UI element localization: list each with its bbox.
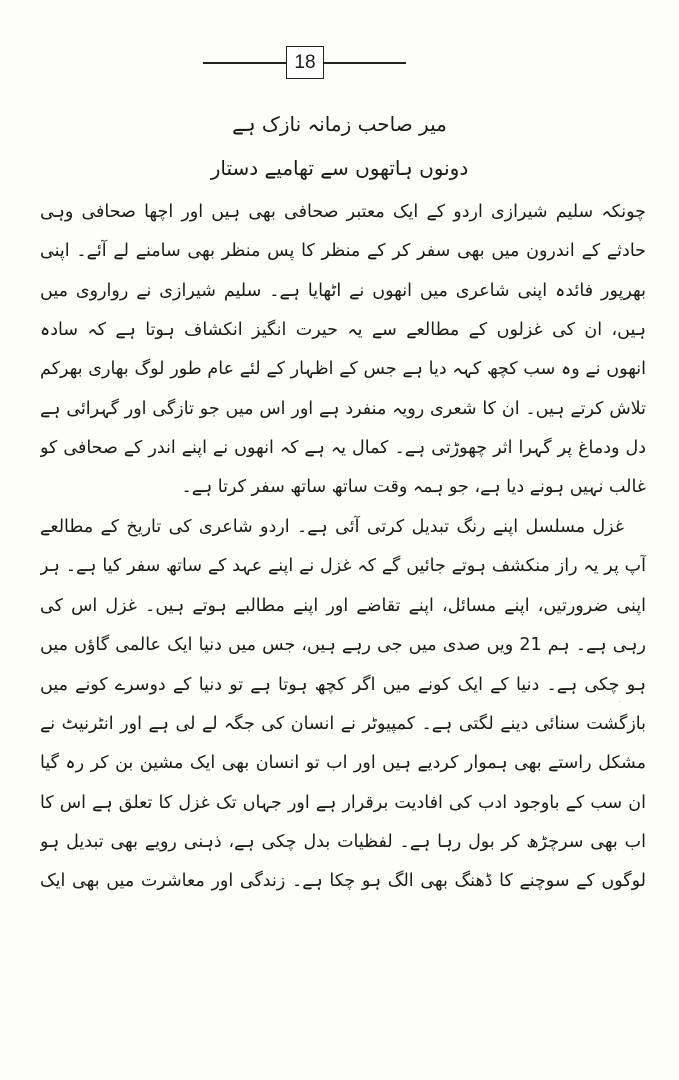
page-number: 18 bbox=[286, 46, 324, 79]
text-line: بھرپور فائدہ اپنی شاعری میں انھوں نے اٹھایا ہے۔ سلیم شیرازی نے رواروی میں bbox=[40, 281, 646, 301]
text-line: ان سب کے باوجود ادب کی افادیت برقرار ہے اور جہاں تک غزل کا تعلق ہے اس کا bbox=[40, 793, 646, 813]
text-line: بازگشت سنائی دینے لگتی ہے۔ کمپیوٹر نے انسان کی جگہ لے لی ہے اور انٹرنیٹ نے bbox=[40, 714, 646, 734]
text-line: ہو چکی ہے۔ دنیا کے ایک کونے میں اگر کچھ ہوتا ہے تو دنیا کے دوسرے کونے میں bbox=[40, 675, 646, 695]
heading-line-2: دونوں ہاتھوں سے تھامیے دستار bbox=[210, 156, 469, 180]
text-line: اب بھی سرچڑھ کر بول رہا ہے۔ لفظیات بدل چکی ہے، ذہنی رویے بھی تبدیل ہو bbox=[40, 832, 646, 852]
text-line: آپ پر یہ راز منکشف ہوتے جائیں گے کہ غزل نے اپنے عہد کے ساتھ سفر کیا ہے۔ ہر bbox=[40, 556, 646, 576]
text-line: ہیں، ان کی غزلوں کے مطالعے سے یہ حیرت انگیز انکشاف ہوتا ہے کہ سادہ bbox=[40, 320, 646, 340]
paragraph-start-line: غزل مسلسل اپنے رنگ تبدیل کرتی آئی ہے۔ اردو شاعری کی تاریخ کے مطالعے bbox=[40, 517, 624, 537]
page-number-rule-right bbox=[322, 62, 406, 64]
heading-line-1: میر صاحب زمانہ نازک ہے bbox=[232, 112, 447, 136]
page-number-rule-left bbox=[203, 62, 287, 64]
text-line: تلاش کرتے ہیں۔ ان کا شعری رویہ منفرد ہے اور اس میں جو تازگی اور گہرائی ہے bbox=[40, 399, 646, 419]
text-line: دل ودماغ پر گہرا اثر چھوڑتی ہے۔ کمال یہ ہے کہ انھوں نے اپنے اندر کے صحافی کو bbox=[40, 438, 646, 458]
text-line: اپنی ضرورتیں، اپنے مسائل، اپنے تقاضے اور اپنے مطالبے ہوتے ہیں۔ غزل اس کی bbox=[40, 596, 646, 616]
text-line: مشکل راستے بھی ہموار کردیے ہیں اور اب تو انسان بھی ایک مشین بن کر رہ گیا bbox=[40, 753, 646, 773]
text-line: لوگوں کے سوچنے کا ڈھنگ بھی الگ ہو چکا ہے۔ زندگی اور معاشرت میں بھی ایک bbox=[40, 871, 646, 891]
text-line: چونکہ سلیم شیرازی اردو کے ایک معتبر صحافی بھی ہیں اور اچھا صحافی وہی bbox=[40, 202, 646, 222]
text-line: رہی ہے۔ ہم 21 ویں صدی میں جی رہے ہیں، جس میں دنیا ایک عالمی گاؤں میں bbox=[40, 635, 646, 655]
text-line: انھوں نے وہ سب کچھ کہہ دیا ہے جس کے اظہار کے لئے عام طور لوگ بھاری بھرکم bbox=[40, 359, 646, 379]
text-line: غالب نہیں ہونے دیا ہے، جو ہمہ وقت ساتھ ساتھ سفر کرتا ہے۔ bbox=[181, 477, 646, 497]
text-line: حادثے کے اندرون میں بھی سفر کر کے منظر کا پس منظر بھی سامنے لے آئے۔ اپنی bbox=[40, 241, 646, 261]
